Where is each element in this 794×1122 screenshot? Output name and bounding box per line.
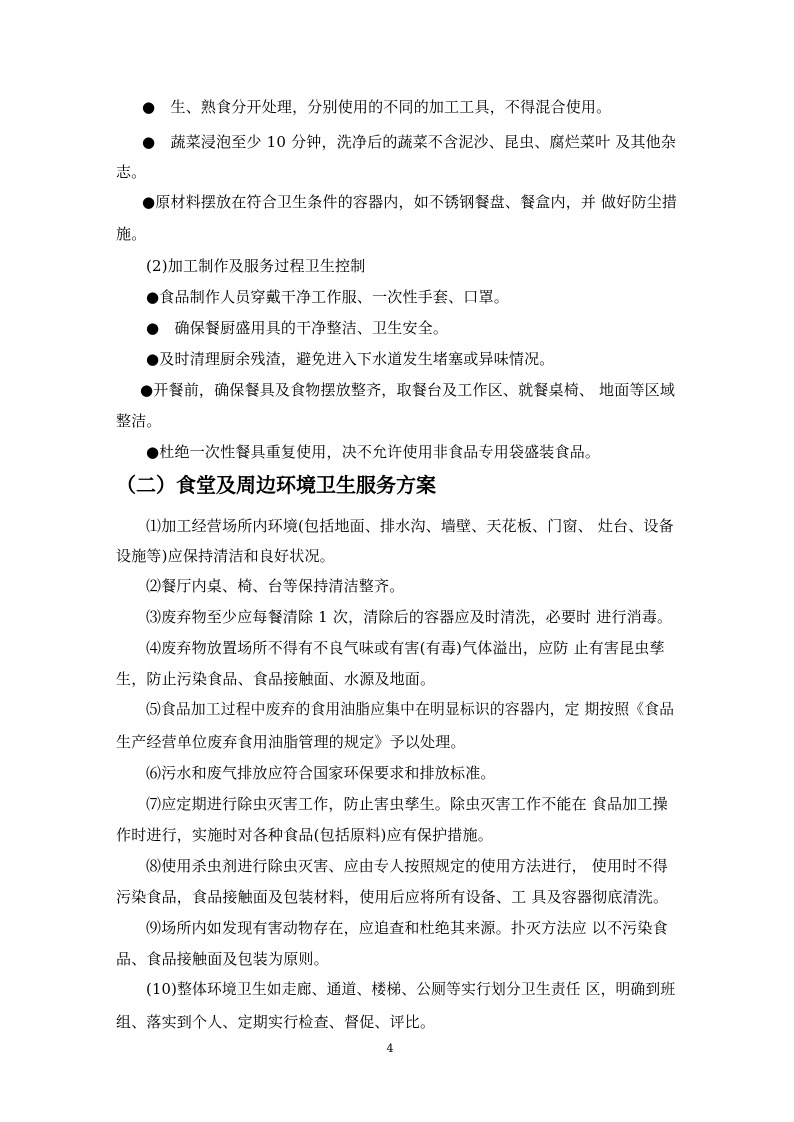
item-6: ⑹污水和废气排放应符合国家环保要求和排放标准。 [146,764,496,782]
item-10: (10)整体环境卫生如走廊、通道、楼梯、公厕等实行划分卫生责任 区，明确到班 [146,981,676,998]
item-4-cont: 生，防止污染食品、食品接触面、水源及地面。 [116,670,436,688]
item-1: ⑴加工经营场所内环境(包括地面、排水沟、墙壁、天花板、门窗、 灶台、设备 [146,517,674,535]
bullet-vegetable-soak: ● 蔬菜浸泡至少 10 分钟，洗净后的蔬菜不含泥沙、昆虫、腐烂菜叶 及其他杂 [142,133,677,151]
subsection-title: (2)加工制作及服务过程卫生控制 [146,257,366,275]
item-5: ⑸食品加工过程中废弃的食用油脂应集中在明显标识的容器内，定 期按照《食品 [146,701,675,718]
item-3: ⑶废弃物至少应每餐清除 1 次，清除后的容器应及时清洗，必要时 进行消毒。 [146,608,673,626]
item-9-cont: 品、食品接触面及包装为原则。 [116,950,329,968]
item-10-cont: 组、落实到个人、定期实行检查、督促、评比。 [116,1013,436,1031]
item-5-cont: 生产经营单位废弃食用油脂管理的规定》予以处理。 [116,733,466,751]
item-9: ⑼场所内如发现有害动物存在，应追查和杜绝其来源。扑灭方法应 以不污染食 [146,919,668,937]
section-heading: （二）食堂及周边环境卫生服务方案 [116,473,436,497]
bullet-pre-meal-setup: ●开餐前，确保餐具及食物摆放整齐，取餐台及工作区、就餐桌椅、 地面等区域 [140,381,676,399]
item-7-cont: 作时进行，实施时对各种食品(包括原料)应有保护措施。 [116,826,493,844]
bullet-pre-meal-setup-cont: 整洁。 [116,412,162,430]
bullet-staff-attire: ●食品制作人员穿戴干净工作服、一次性手套、口罩。 [146,288,509,306]
item-8: ⑻使用杀虫剂进行除虫灭害、应由专人按照规定的使用方法进行， 使用时不得 [146,857,668,875]
item-8-cont: 污染食品，食品接触面及包装材料，使用后应将所有设备、工 具及容器彻底清洗。 [116,888,669,906]
bullet-raw-material-storage-cont: 施。 [116,225,147,243]
item-2: ⑵餐厅内桌、椅、台等保持清洁整齐。 [146,577,405,595]
bullet-separate-processing: ● 生、熟食分开处理，分别使用的不同的加工工具，不得混合使用。 [142,98,612,116]
bullet-kitchen-waste: ●及时清理厨余残渣，避免进入下水道发生堵塞或异味情况。 [146,350,555,368]
item-4: ⑷废弃物放置场所不得有不良气味或有害(有毒)气体溢出，应防 止有害昆虫孳 [146,639,665,657]
page-number: 4 [386,1042,394,1055]
bullet-utensil-hygiene: ● 确保餐厨盛用具的干净整洁、卫生安全。 [146,319,449,337]
bullet-vegetable-soak-cont: 志。 [116,163,147,181]
bullet-disposable-tableware: ●杜绝一次性餐具重复使用，决不允许使用非食品专用袋盛装食品。 [146,443,601,461]
item-7: ⑺应定期进行除虫灭害工作，防止害虫孳生。除虫灭害工作不能在 食品加工操 [146,795,668,813]
item-1-cont: 设施等)应保持清洁和良好状况。 [116,547,335,565]
bullet-raw-material-storage: ●原材料摆放在符合卫生条件的容器内，如不锈钢餐盘、餐盒内，并 做好防尘措 [142,193,678,211]
